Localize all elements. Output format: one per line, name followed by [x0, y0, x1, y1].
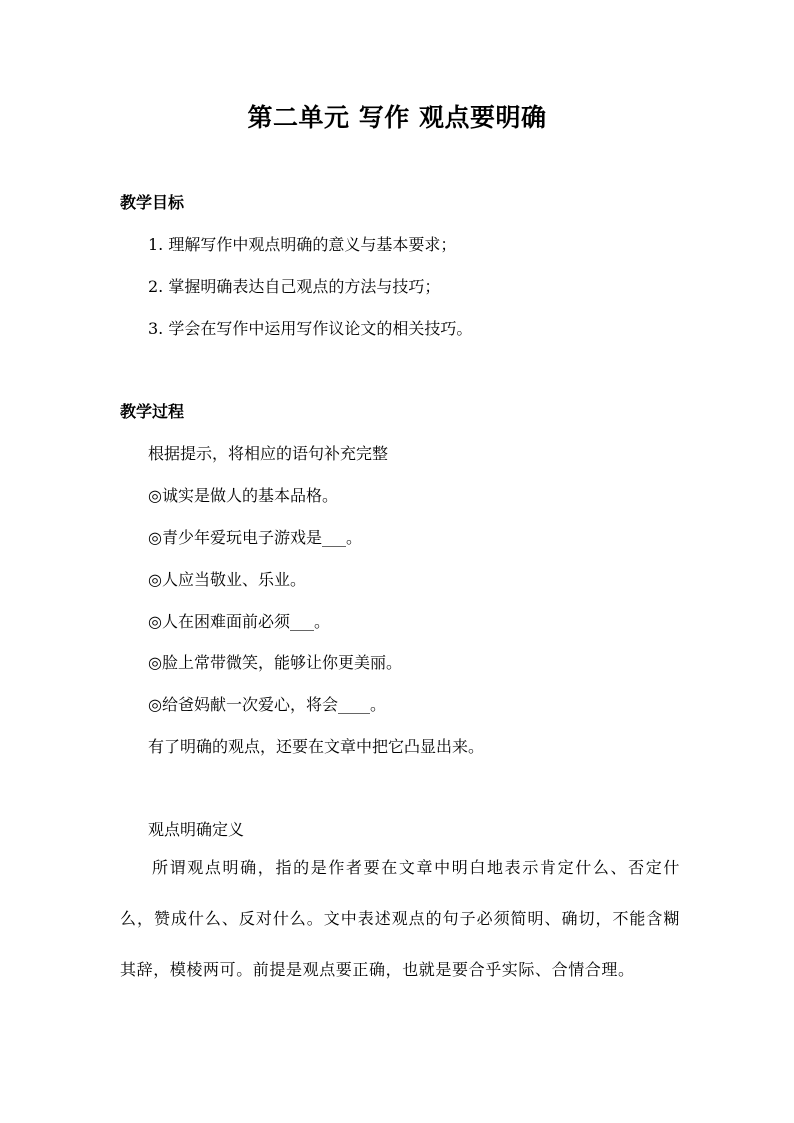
goal-item-3: 3. 学会在写作中运用写作议论文的相关技巧。 [148, 319, 473, 338]
process-heading: 教学过程 [120, 402, 185, 421]
process-conclusion: 有了明确的观点，还要在文章中把它凸显出来。 [148, 737, 485, 756]
process-item-5: ◎脸上常带微笑，能够让你更美丽。 [148, 653, 402, 672]
goal-item-1: 1. 理解写作中观点明确的意义与基本要求； [148, 235, 457, 254]
definition-body: 所谓观点明确，指的是作者要在文章中明白地表示肯定什么、否定什么，赞成什么、反对什么。文中表述观点的句子必须简明、确切，不能含糊其辞，模棱两可。前提是观点要正确，也就是要合乎实际、合情合理。 [120, 858, 680, 979]
process-item-3: ◎人应当敬业、乐业。 [148, 570, 306, 589]
process-intro: 根据提示，将相应的语句补充完整 [148, 444, 389, 463]
definition-heading: 观点明确定义 [148, 820, 245, 839]
process-item-1: ◎诚实是做人的基本品格。 [148, 486, 338, 505]
process-item-4: ◎人在困难面前必须___。 [148, 612, 330, 631]
document-title: 第二单元 写作 观点要明确 [247, 103, 547, 132]
process-item-6: ◎给爸妈献一次爱心，将会____。 [148, 695, 386, 714]
goals-heading: 教学目标 [120, 193, 185, 212]
goal-item-2: 2. 掌握明确表达自己观点的方法与技巧； [148, 277, 441, 296]
process-item-2: ◎青少年爱玩电子游戏是___。 [148, 528, 362, 547]
